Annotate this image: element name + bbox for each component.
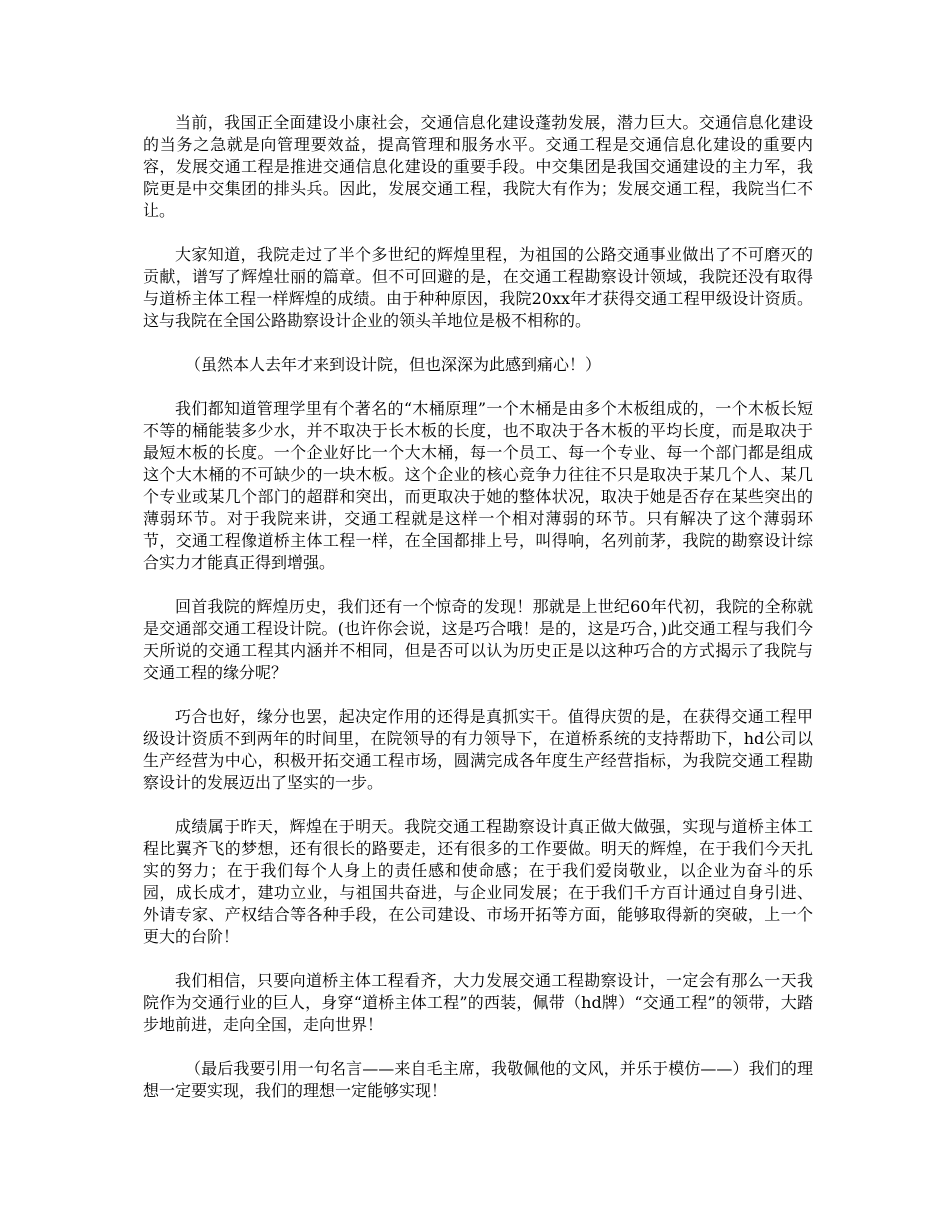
paragraph-looking-back: 回首我院的辉煌历史，我们还有一个惊奇的发现！那就是上世纪60年代初，我院的全称就是交通部交通工程设计院。(也许你会说，这是巧合哦！是的，这是巧合，)此交通工程与我们今天所说的交通工程其内涵并不相同，但是否可以认为历史正是以这种巧合的方式揭示了我院与交通工程的缘分呢？: [143, 597, 813, 682]
paragraph-intro: 当前，我国正全面建设小康社会，交通信息化建设蓬勃发展，潜力巨大。交通信息化建设的当务之急就是向管理要效益，提高管理和服务水平。交通工程是交通信息化建设的重要内容，发展交通工程是推进交通信息化建设的重要手段。中交集团是我国交通建设的主力军，我院更是中交集团的排头兵。因此，发展交通工程，我院大有作为；发展交通工程，我院当仁不让。: [143, 113, 813, 220]
document-body: [143, 112, 813, 1124]
paragraph-closing-quote: （最后我要引用一句名言——来自毛主席，我敬佩他的文风，并乐于模仿——）我们的理想一定要实现，我们的理想一定能够实现！: [143, 1059, 813, 1100]
paragraph-barrel-principle: 我们都知道管理学里有个著名的“木桶原理”一个木桶是由多个木板组成的，一个木板长短不等的桶能装多少水，并不取决于长木板的长度，也不取决于各木板的平均长度，而是取决于最短木板的长度。一个企业好比一个大木桶，每一个员工、每一个专业、每一个部门都是组成这个大木桶的不可缺少的一块木板。这个企业的核心竞争力往往不只是取决于某几个人、某几个专业或某几个部门的超群和突出，而更取决于她的整体状况，取决于她是否存在某些突出的薄弱环节。对于我院来讲，交通工程就是这样一个相对薄弱的环节。只有解决了这个薄弱环节，交通工程像道桥主体工程一样，在全国都排上号，叫得响，名列前茅，我院的勘察设计综合实力才能真正得到增强。: [143, 399, 813, 572]
paragraph-belief: 我们相信，只要向道桥主体工程看齐，大力发展交通工程勘察设计，一定会有那么一天我院作为交通行业的巨人，身穿“道桥主体工程”的西装，佩带（hd牌）“交通工程”的领带，大踏步地前进，走向全国，走向世界！: [143, 971, 813, 1034]
paragraph-achievements: 巧合也好，缘分也罢，起决定作用的还得是真抓实干。值得庆贺的是，在获得交通工程甲级设计资质不到两年的时间里，在院领导的有力领导下，在道桥系统的支持帮助下，hd公司以生产经营为中心，积极开拓交通工程市场，圆满完成各年度生产经营指标，为我院交通工程勘察设计的发展迈出了坚实的一步。: [143, 707, 813, 792]
paragraph-aside-note: （虽然本人去年才来到设计院，但也深深为此感到痛心！）: [185, 355, 602, 374]
paragraph-history: 大家知道，我院走过了半个多世纪的辉煌里程，为祖国的公路交通事业做出了不可磨灭的贡献，谱写了辉煌壮丽的篇章。但不可回避的是，在交通工程勘察设计领域，我院还没有取得与道桥主体工程一样辉煌的成绩。由于种种原因，我院20xx年才获得交通工程甲级设计资质。这与我院在全国公路勘察设计企业的领头羊地位是极不相称的。: [143, 245, 813, 330]
paragraph-future: 成绩属于昨天，辉煌在于明天。我院交通工程勘察设计真正做大做强，实现与道桥主体工程比翼齐飞的梦想，还有很长的路要走，还有很多的工作要做。明天的辉煌，在于我们今天扎实的努力；在于我们每个人身上的责任感和使命感；在于我们爱岗敬业，以企业为奋斗的乐园，成长成才，建功立业，与祖国共奋进，与企业同发展；在于我们千方百计通过自身引进、外请专家、产权结合等各种手段，在公司建设、市场开拓等方面，能够取得新的突破，上一个更大的台阶！: [143, 817, 813, 946]
